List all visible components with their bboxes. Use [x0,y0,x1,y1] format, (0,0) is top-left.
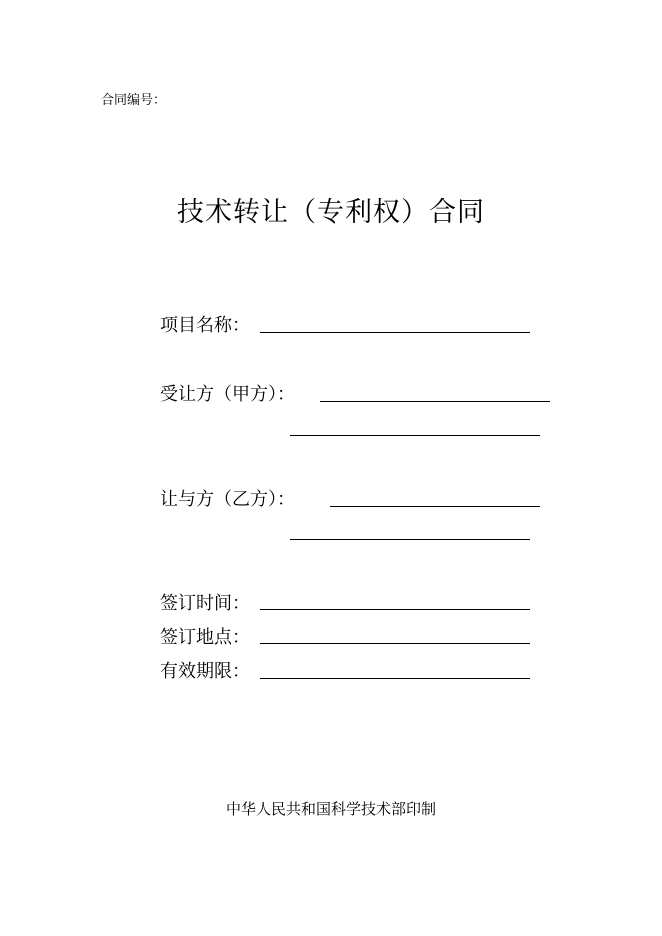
assignee-field-line2[interactable] [290,435,540,436]
assignor-field-line2[interactable] [290,539,530,540]
project-name-field[interactable] [260,332,530,333]
assignee-field[interactable] [320,401,550,402]
sign-place-field[interactable] [260,643,530,644]
validity-field[interactable] [260,678,530,679]
assignee-label: 受让方（甲方）： [160,384,295,405]
validity-label: 有效期限： [160,661,250,682]
contract-number-label: 合同编号： [101,93,167,108]
page-title: 技术转让（专利权）合同 [177,197,485,228]
issuer-footer: 中华人民共和国科学技术部印制 [225,800,436,818]
project-name-label: 项目名称： [160,315,250,336]
assignor-label: 让与方（乙方）： [160,489,295,510]
sign-time-label: 签订时间： [160,593,250,614]
sign-time-field[interactable] [260,609,530,610]
assignor-field[interactable] [330,506,540,507]
sign-place-label: 签订地点： [160,627,250,648]
